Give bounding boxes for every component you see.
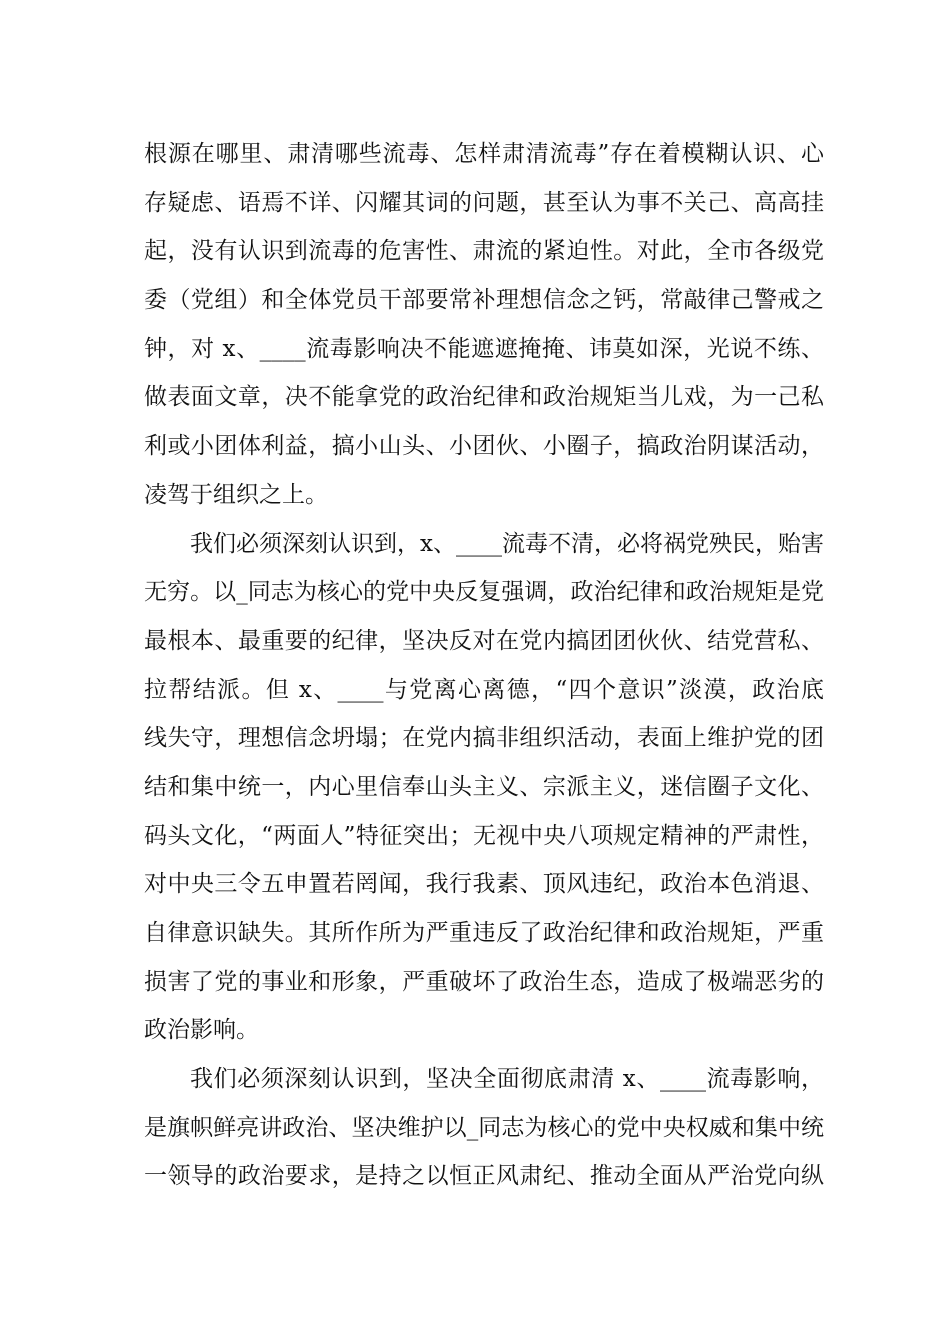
body-line: 存疑虑、语焉不详、闪耀其词的问题，甚至认为事不关己、高高挂: [144, 189, 824, 216]
body-line: 起，没有认识到流毒的危害性、肃流的紧迫性。对此，全市各级党: [144, 238, 824, 265]
body-line: 拉帮结派。但 x、____与党离心离德，“四个意识”淡漠，政治底: [144, 676, 824, 703]
body-line: 对中央三令五申置若罔闻，我行我素、顶风违纪，政治本色消退、: [144, 871, 824, 898]
body-line: 我们必须深刻认识到，坚决全面彻底肃清 x、____流毒影响，: [190, 1066, 824, 1093]
body-line: 线失守，理想信念坍塌；在党内搞非组织活动，表面上维护党的团: [144, 725, 824, 752]
body-line: 无穷。以_同志为核心的党中央反复强调，政治纪律和政治规矩是党: [144, 579, 824, 606]
body-line: 钟，对 x、____流毒影响决不能遮遮掩掩、讳莫如深，光说不练、: [144, 335, 824, 362]
body-line: 委（党组）和全体党员干部要常补理想信念之钙，常敲律己警戒之: [144, 287, 824, 314]
body-line: 最根本、最重要的纪律，坚决反对在党内搞团团伙伙、结党营私、: [144, 627, 824, 654]
body-line: 做表面文章，决不能拿党的政治纪律和政治规矩当儿戏，为一己私: [144, 384, 824, 411]
body-line: 凌驾于组织之上。: [144, 481, 328, 508]
body-line: 政治影响。: [144, 1017, 259, 1044]
body-line: 一领导的政治要求，是持之以恒正风肃纪、推动全面从严治党向纵: [144, 1163, 824, 1190]
body-line: 损害了党的事业和形象，严重破坏了政治生态，造成了极端恶劣的: [144, 968, 824, 995]
body-line: 结和集中统一，内心里信奉山头主义、宗派主义，迷信圈子文化、: [144, 773, 824, 800]
body-line: 根源在哪里、肃清哪些流毒、怎样肃清流毒”存在着模糊认识、心: [144, 141, 824, 167]
body-line: 码头文化，“两面人”特征突出；无视中央八项规定精神的严肃性，: [144, 822, 824, 849]
body-line: 是旗帜鲜亮讲政治、坚决维护以_同志为核心的党中央权威和集中统: [144, 1114, 824, 1141]
body-line: 自律意识缺失。其所作所为严重违反了政治纪律和政治规矩，严重: [144, 920, 824, 946]
body-line: 我们必须深刻认识到，x、____流毒不清，必将祸党殃民，贻害: [190, 530, 824, 557]
document-body: [144, 130, 824, 1201]
body-line: 利或小团体利益，搞小山头、小团伙、小圈子，搞政治阴谋活动，: [144, 433, 824, 460]
